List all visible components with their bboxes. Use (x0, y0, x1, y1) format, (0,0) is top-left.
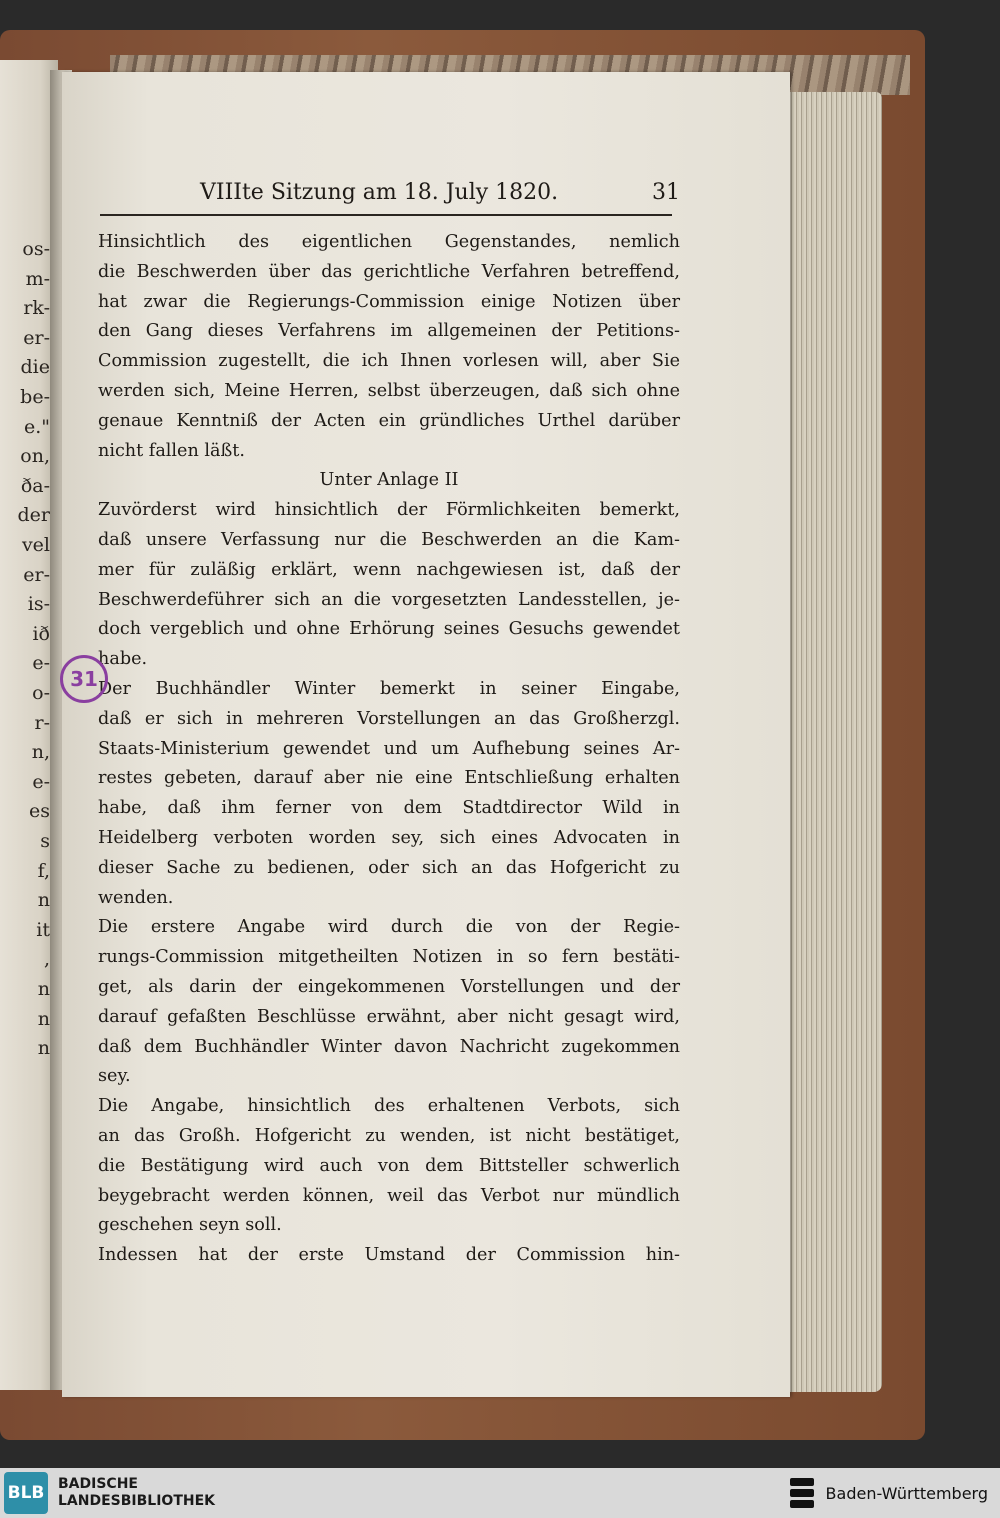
text-line: sey. (98, 1066, 131, 1087)
previous-page-fragment: is- (27, 593, 50, 616)
text-line: Hinsichtlich des eigentlichen Gegenstandes, nemlich (98, 232, 680, 252)
previous-page-fragment: e- (32, 652, 50, 675)
text-line: geschehen seyn soll. (98, 1215, 282, 1236)
previous-page-fragment: er- (23, 563, 50, 586)
previous-page-fragment: es (29, 800, 50, 823)
page-edges (784, 92, 882, 1392)
text-line: an das Großh. Hofgericht zu wenden, ist nicht bestätiget, (98, 1125, 680, 1146)
text-line: die Bestätigung wird auch von dem Bittsteller schwerlich (98, 1155, 680, 1176)
library-name-line2: LANDESBIBLIOTHEK (58, 1493, 216, 1509)
page-number: 31 (652, 180, 680, 205)
previous-page-fragment: e." (23, 415, 50, 438)
previous-page-fragment: er- (23, 326, 50, 349)
text-line: Indessen hat der erste Umstand der Commission hin- (98, 1245, 680, 1266)
previous-page-fragment: be- (20, 386, 50, 408)
library-branding[interactable] (4, 1472, 215, 1514)
text-line: wenden. (98, 887, 174, 908)
text-line: beygebracht werden können, weil das Verbot nur mündlich (98, 1185, 680, 1206)
text-line: habe, daß ihm ferner von dem Stadtdirector Wild in (98, 798, 680, 819)
library-name-line1: BADISCHE (58, 1476, 138, 1492)
previous-page-fragment: e- (32, 770, 50, 793)
text-line: Die erstere Angabe wird durch die von der Regie- (98, 917, 680, 938)
text-line: Zuvörderst wird hinsichtlich der Förmlichkeiten bemerkt, (98, 500, 680, 521)
text-line: genaue Kenntniß der Acten ein gründliches Urthel darüber (98, 410, 680, 431)
library-name (58, 1476, 215, 1510)
text-line: den Gang dieses Verfahrens im allgemeinen der Petitions- (98, 321, 680, 342)
text-line: doch vergeblich und ohne Erhörung seines Gesuchs gewendet (98, 619, 680, 640)
previous-page-fragment: n (37, 978, 50, 1000)
text-line: daß unsere Verfassung nur die Beschwerden an die Kam- (98, 529, 680, 550)
previous-page-fragment: n (37, 1007, 50, 1030)
text-line: Der Buchhändler Winter bemerkt in seiner Eingabe, (98, 678, 680, 699)
previous-page-fragment: der (17, 504, 50, 527)
previous-page-fragment: , (43, 948, 50, 971)
previous-page-fragment: r- (34, 711, 50, 734)
previous-page-fragment: m- (25, 267, 50, 290)
previous-page-fragment: rk- (23, 297, 50, 320)
running-head-title: VIIIte Sitzung am 18. July 1820. (200, 180, 559, 205)
header-rule (100, 214, 672, 216)
three-lions-icon (788, 1476, 816, 1510)
previous-page-fragment: vel (21, 534, 50, 556)
text-line: darauf gefaßten Beschlüsse erwähnt, aber nicht gesagt wird, (98, 1006, 680, 1027)
previous-page-fragment: n (37, 889, 50, 912)
text-line: die Beschwerden über das gerichtliche Verfahren betreffend, (98, 261, 680, 282)
state-branding[interactable] (788, 1476, 988, 1510)
text-line: habe. (98, 649, 148, 670)
previous-page-fragment: o- (32, 682, 50, 704)
previous-page-fragment: s (40, 830, 50, 852)
previous-page-fragment: n, (31, 741, 50, 764)
text-line: Die Angabe, hinsichtlich des erhaltenen Verbots, sich (98, 1096, 680, 1117)
text-line: restes gebeten, darauf aber nie eine Entschließung erhalten (98, 768, 680, 789)
text-line: Staats-Ministerium gewendet und um Aufhebung seines Ar- (98, 738, 680, 759)
text-line: dieser Sache zu bedienen, oder sich an das Hofgericht zu (98, 857, 680, 878)
previous-page-fragment: f, (37, 859, 50, 882)
text-line: Heidelberg verboten worden sey, sich eines Advocaten in (98, 827, 680, 848)
text-line: daß dem Buchhändler Winter davon Nachricht zugekommen (98, 1036, 680, 1057)
text-line: daß er sich in mehreren Vorstellungen an das Großherzgl. (98, 708, 680, 729)
previous-page-fragment: it (36, 918, 50, 941)
previous-page-fragment: n (37, 1037, 50, 1060)
previous-page-fragment: ða- (20, 474, 50, 497)
running-head (200, 180, 680, 205)
previous-page-fragment: ið (32, 622, 50, 645)
text-line: rungs-Commission mitgetheilten Notizen in so fern bestäti- (98, 947, 680, 968)
previous-page-fragment: on, (20, 445, 50, 468)
text-line: hat zwar die Regierungs-Commission einige Notizen über (98, 291, 680, 312)
previous-page-fragment: os- (22, 238, 50, 260)
text-line: Commission zugestellt, die ich Ihnen vorlesen will, aber Sie (98, 351, 680, 372)
text-line: Unter Anlage II (319, 470, 459, 491)
text-line: werden sich, Meine Herren, selbst überzeugen, daß sich ohne (98, 380, 680, 401)
state-name: Baden-Württemberg (825, 1483, 988, 1503)
text-line: mer für zuläßig erklärt, wenn nachgewiesen ist, daß der (98, 559, 680, 580)
text-line: get, als darin der eingekommenen Vorstellungen und der (98, 976, 680, 997)
footer-bar (0, 1468, 1000, 1518)
page-stamp: 31 (60, 655, 108, 703)
text-line: Beschwerdeführer sich an die vorgesetzten Landesstellen, je- (98, 589, 680, 610)
text-line: nicht fallen läßt. (98, 440, 245, 461)
library-logo: BLB (4, 1472, 48, 1514)
previous-page-fragment: die (20, 356, 50, 379)
page-body (98, 228, 680, 1271)
